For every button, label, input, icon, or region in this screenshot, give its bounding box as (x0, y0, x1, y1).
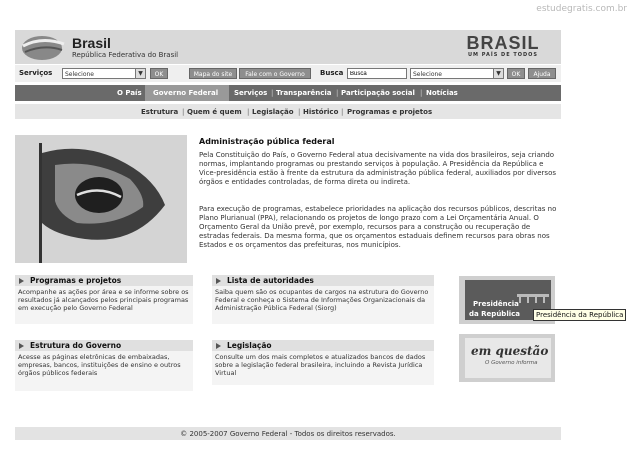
presidencia-banner-line1: Presidência (473, 300, 519, 308)
subnav-separator: | (298, 108, 301, 116)
subnav-separator: | (341, 108, 344, 116)
em-questao-banner-subtitle: O Governo informa (485, 360, 538, 366)
search-label: Busca (320, 69, 344, 77)
budget-paragraph: Para execução de programas, estabelece prioridades na aplicação dos recursos públicos, descritas no Plano Plurianual (PPA), relacionando os projetos de longo prazo com a Lei Orçamentária Anual. O Orçamento Geral da União prevê, por exemplo, recursos para a construção ou recuperação de estradas federais. Da mesma forma, que os orçamentos estaduais definem recursos para obras nos Estados e os orçamentos das prefeituras, nos municípios. (199, 205, 557, 249)
arrow-right-icon (19, 278, 24, 284)
legislation-box-text: Consulte um dos mais completos e atualizados bancos de dados sobre a legislação federal brasileira, incluindo a Revista Jurídica Virtual (212, 351, 434, 385)
nav-separator: | (336, 89, 339, 97)
contact-government-link[interactable]: Fale com o Governo (239, 68, 311, 79)
search-scope-value: Selecione (413, 71, 442, 78)
help-button[interactable]: Ajuda (528, 68, 556, 79)
nav-item-noticias[interactable]: Notícias (426, 89, 458, 97)
site-watermark: estudegratis.com.br (536, 4, 627, 14)
search-ok-button[interactable]: OK (507, 68, 525, 79)
brasil-globe-logo-icon (20, 32, 68, 62)
subnav-item-historico[interactable]: Histórico (303, 108, 339, 116)
services-label: Serviços (19, 69, 53, 77)
subnav-item-programas-e-projetos[interactable]: Programas e projetos (347, 108, 433, 116)
authorities-box[interactable] (212, 275, 434, 324)
flag-image-icon (15, 135, 187, 263)
nav-item-servicos[interactable]: Serviços (234, 89, 268, 97)
subnav-item-legislacao[interactable]: Legislação (252, 108, 294, 116)
presidencia-banner-line2: da República (469, 310, 520, 318)
brand-wordmark: BRASIL (466, 33, 540, 53)
subnav-separator: | (247, 108, 250, 116)
search-scope-select[interactable] (410, 68, 504, 79)
subnav-item-quem-e-quem[interactable]: Quem é quem (187, 108, 242, 116)
search-input[interactable] (347, 68, 407, 79)
site-map-link[interactable]: Mapa do site (189, 68, 237, 79)
nav-item-participacao-social[interactable]: Participação social (341, 89, 415, 97)
footer-copyright: © 2005-2007 Governo Federal - Todos os direitos reservados. (180, 430, 396, 438)
site-title-link[interactable]: Brasil (72, 35, 111, 51)
arrow-right-icon (216, 343, 221, 349)
government-structure-box[interactable] (15, 340, 193, 391)
chevron-down-icon: ▼ (135, 69, 145, 78)
legislation-box-title[interactable]: Legislação (227, 341, 272, 350)
brand-tagline: UM PAÍS DE TODOS (467, 52, 539, 58)
em-questao-banner[interactable] (465, 338, 551, 378)
page-title: Administração pública federal (199, 137, 335, 146)
programs-box-text: Acompanhe as ações por área e se informe sobre os resultados já alcançados pelos principais programas em execução pelo Governo Federal (15, 286, 193, 324)
services-select-value: Selecione (65, 71, 94, 78)
services-ok-button[interactable]: OK (150, 68, 168, 79)
presidencia-tooltip: Presidência da República (533, 309, 626, 321)
services-select[interactable] (62, 68, 146, 79)
brazil-flag-photo (15, 135, 187, 263)
site-subtitle: República Federativa do Brasil (72, 51, 179, 59)
authorities-box-title[interactable]: Lista de autoridades (227, 276, 314, 285)
arrow-right-icon (19, 343, 24, 349)
legislation-box[interactable] (212, 340, 434, 385)
government-structure-box-text: Acesse as páginas eletrônicas de embaixadas, empresas, bancos, instituições de ensino e outros órgãos públicos federais (15, 351, 193, 391)
em-questao-banner-title: em questão (471, 344, 549, 358)
programs-box-title[interactable]: Programas e projetos (30, 276, 122, 285)
nav-item-governo-federal[interactable]: Governo Federal (153, 89, 219, 97)
programs-box[interactable] (15, 275, 193, 324)
subnav-item-estrutura[interactable]: Estrutura (141, 108, 179, 116)
brasil-um-pais-de-todos-logo[interactable] (448, 34, 558, 60)
nav-item-transparencia[interactable]: Transparência (276, 89, 332, 97)
arrow-right-icon (216, 278, 221, 284)
nav-item-o-pais[interactable]: O País (117, 89, 142, 97)
planalto-building-icon (517, 284, 549, 304)
authorities-box-text: Saiba quem são os ocupantes de cargos na estrutura do Governo Federal e conheça o Sistema de Informações Organizacionais da Administração Pública Federal (Siorg) (212, 286, 434, 324)
intro-paragraph: Pela Constituição do País, o Governo Federal atua decisivamente na vida dos brasileiros, seja criando normas, implantando programas ou prestando serviços à população. A Presidência da República e Vice-presidência estão à frente da estrutura da administração pública federal, auxiliados por diversos órgãos e entidades controladas, de forma direta ou indireta. (199, 151, 556, 186)
nav-separator: | (271, 89, 274, 97)
chevron-down-icon: ▼ (493, 69, 503, 78)
subnav-separator: | (182, 108, 185, 116)
government-structure-box-title[interactable]: Estrutura do Governo (30, 341, 122, 350)
nav-separator: | (420, 89, 423, 97)
